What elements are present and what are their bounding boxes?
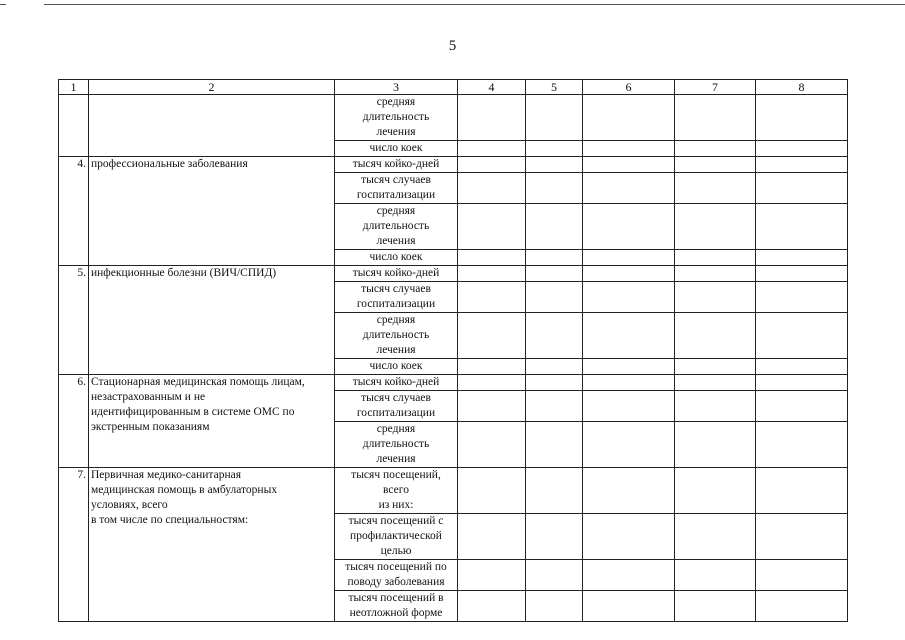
value-cell <box>458 560 526 591</box>
value-cell <box>583 250 675 266</box>
care-type-name: Первичная медико-санитарная медицинская помощь в амбулаторных условиях, всего в том числе по специальностям: <box>89 468 335 622</box>
value-cell <box>675 514 756 560</box>
header-cell: 1 <box>59 80 89 95</box>
care-type-name: профессиональные заболевания <box>89 157 335 266</box>
row-number <box>59 95 89 157</box>
value-cell <box>675 95 756 141</box>
value-cell <box>526 141 583 157</box>
value-cell <box>458 359 526 375</box>
value-cell <box>675 204 756 250</box>
table-row <box>59 95 848 141</box>
value-cell <box>458 514 526 560</box>
value-cell <box>458 95 526 141</box>
value-cell <box>675 282 756 313</box>
value-cell <box>675 375 756 391</box>
value-cell <box>526 313 583 359</box>
value-cell <box>756 250 848 266</box>
value-cell <box>583 391 675 422</box>
value-cell <box>675 591 756 622</box>
care-type-name: Стационарная медицинская помощь лицам, незастрахованным и не идентифицированным в системе ОМС по экстренным показаниям <box>89 375 335 468</box>
value-cell <box>675 391 756 422</box>
value-cell <box>526 250 583 266</box>
value-cell <box>756 266 848 282</box>
value-cell <box>675 266 756 282</box>
table-row <box>59 157 848 173</box>
value-cell <box>458 282 526 313</box>
value-cell <box>526 157 583 173</box>
value-cell <box>675 560 756 591</box>
row-number: 5. <box>59 266 89 375</box>
value-cell <box>526 266 583 282</box>
value-cell <box>526 391 583 422</box>
header-cell: 2 <box>89 80 335 95</box>
value-cell <box>458 422 526 468</box>
value-cell <box>526 422 583 468</box>
row-number: 4. <box>59 157 89 266</box>
header-cell: 7 <box>675 80 756 95</box>
value-cell <box>756 141 848 157</box>
value-cell <box>458 157 526 173</box>
value-cell <box>583 468 675 514</box>
unit-cell: тысяч случаев госпитализации <box>335 173 458 204</box>
header-cell: 8 <box>756 80 848 95</box>
value-cell <box>526 468 583 514</box>
value-cell <box>583 359 675 375</box>
value-cell <box>583 266 675 282</box>
value-cell <box>756 591 848 622</box>
value-cell <box>756 468 848 514</box>
value-cell <box>458 391 526 422</box>
statistics-table <box>58 79 848 622</box>
unit-cell: число коек <box>335 359 458 375</box>
value-cell <box>583 282 675 313</box>
value-cell <box>675 250 756 266</box>
table-row <box>59 266 848 282</box>
value-cell <box>458 141 526 157</box>
value-cell <box>526 359 583 375</box>
value-cell <box>756 422 848 468</box>
value-cell <box>583 157 675 173</box>
page-top-rule-left <box>0 4 6 5</box>
unit-cell: число коек <box>335 250 458 266</box>
value-cell <box>583 591 675 622</box>
unit-cell: тысяч койко-дней <box>335 266 458 282</box>
unit-cell: тысяч посещений по поводу заболевания <box>335 560 458 591</box>
value-cell <box>675 468 756 514</box>
care-type-name <box>89 95 335 157</box>
value-cell <box>675 422 756 468</box>
value-cell <box>583 141 675 157</box>
value-cell <box>756 391 848 422</box>
value-cell <box>526 173 583 204</box>
value-cell <box>756 204 848 250</box>
value-cell <box>756 282 848 313</box>
header-cell: 4 <box>458 80 526 95</box>
value-cell <box>583 560 675 591</box>
value-cell <box>756 359 848 375</box>
value-cell <box>756 95 848 141</box>
value-cell <box>583 375 675 391</box>
unit-cell: тысяч посещений в неотложной форме <box>335 591 458 622</box>
unit-cell: средняя длительность лечения <box>335 422 458 468</box>
row-number: 7. <box>59 468 89 622</box>
value-cell <box>458 313 526 359</box>
unit-cell: число коек <box>335 141 458 157</box>
value-cell <box>458 591 526 622</box>
table-row <box>59 468 848 514</box>
page-top-rule-right <box>44 4 905 5</box>
value-cell <box>756 157 848 173</box>
value-cell <box>526 282 583 313</box>
value-cell <box>458 204 526 250</box>
value-cell <box>583 422 675 468</box>
page-number: 5 <box>448 38 457 54</box>
value-cell <box>675 157 756 173</box>
value-cell <box>583 313 675 359</box>
header-row <box>59 80 848 95</box>
unit-cell: тысяч посещений, всего из них: <box>335 468 458 514</box>
care-type-name: инфекционные болезни (ВИЧ/СПИД) <box>89 266 335 375</box>
value-cell <box>458 468 526 514</box>
value-cell <box>675 313 756 359</box>
value-cell <box>458 173 526 204</box>
value-cell <box>526 95 583 141</box>
value-cell <box>526 591 583 622</box>
value-cell <box>756 375 848 391</box>
unit-cell: тысяч койко-дней <box>335 157 458 173</box>
value-cell <box>756 514 848 560</box>
value-cell <box>583 514 675 560</box>
value-cell <box>458 250 526 266</box>
unit-cell: средняя длительность лечения <box>335 95 458 141</box>
value-cell <box>675 141 756 157</box>
table-row <box>59 375 848 391</box>
unit-cell: тысяч случаев госпитализации <box>335 391 458 422</box>
value-cell <box>756 313 848 359</box>
value-cell <box>526 514 583 560</box>
row-number: 6. <box>59 375 89 468</box>
unit-cell: тысяч койко-дней <box>335 375 458 391</box>
value-cell <box>583 173 675 204</box>
header-cell: 6 <box>583 80 675 95</box>
unit-cell: тысяч посещений с профилактической целью <box>335 514 458 560</box>
value-cell <box>583 204 675 250</box>
value-cell <box>756 560 848 591</box>
value-cell <box>583 95 675 141</box>
value-cell <box>526 560 583 591</box>
value-cell <box>675 359 756 375</box>
value-cell <box>458 375 526 391</box>
header-cell: 3 <box>335 80 458 95</box>
value-cell <box>458 266 526 282</box>
unit-cell: средняя длительность лечения <box>335 313 458 359</box>
header-cell: 5 <box>526 80 583 95</box>
value-cell <box>526 204 583 250</box>
value-cell <box>756 173 848 204</box>
unit-cell: средняя длительность лечения <box>335 204 458 250</box>
value-cell <box>675 173 756 204</box>
value-cell <box>526 375 583 391</box>
unit-cell: тысяч случаев госпитализации <box>335 282 458 313</box>
